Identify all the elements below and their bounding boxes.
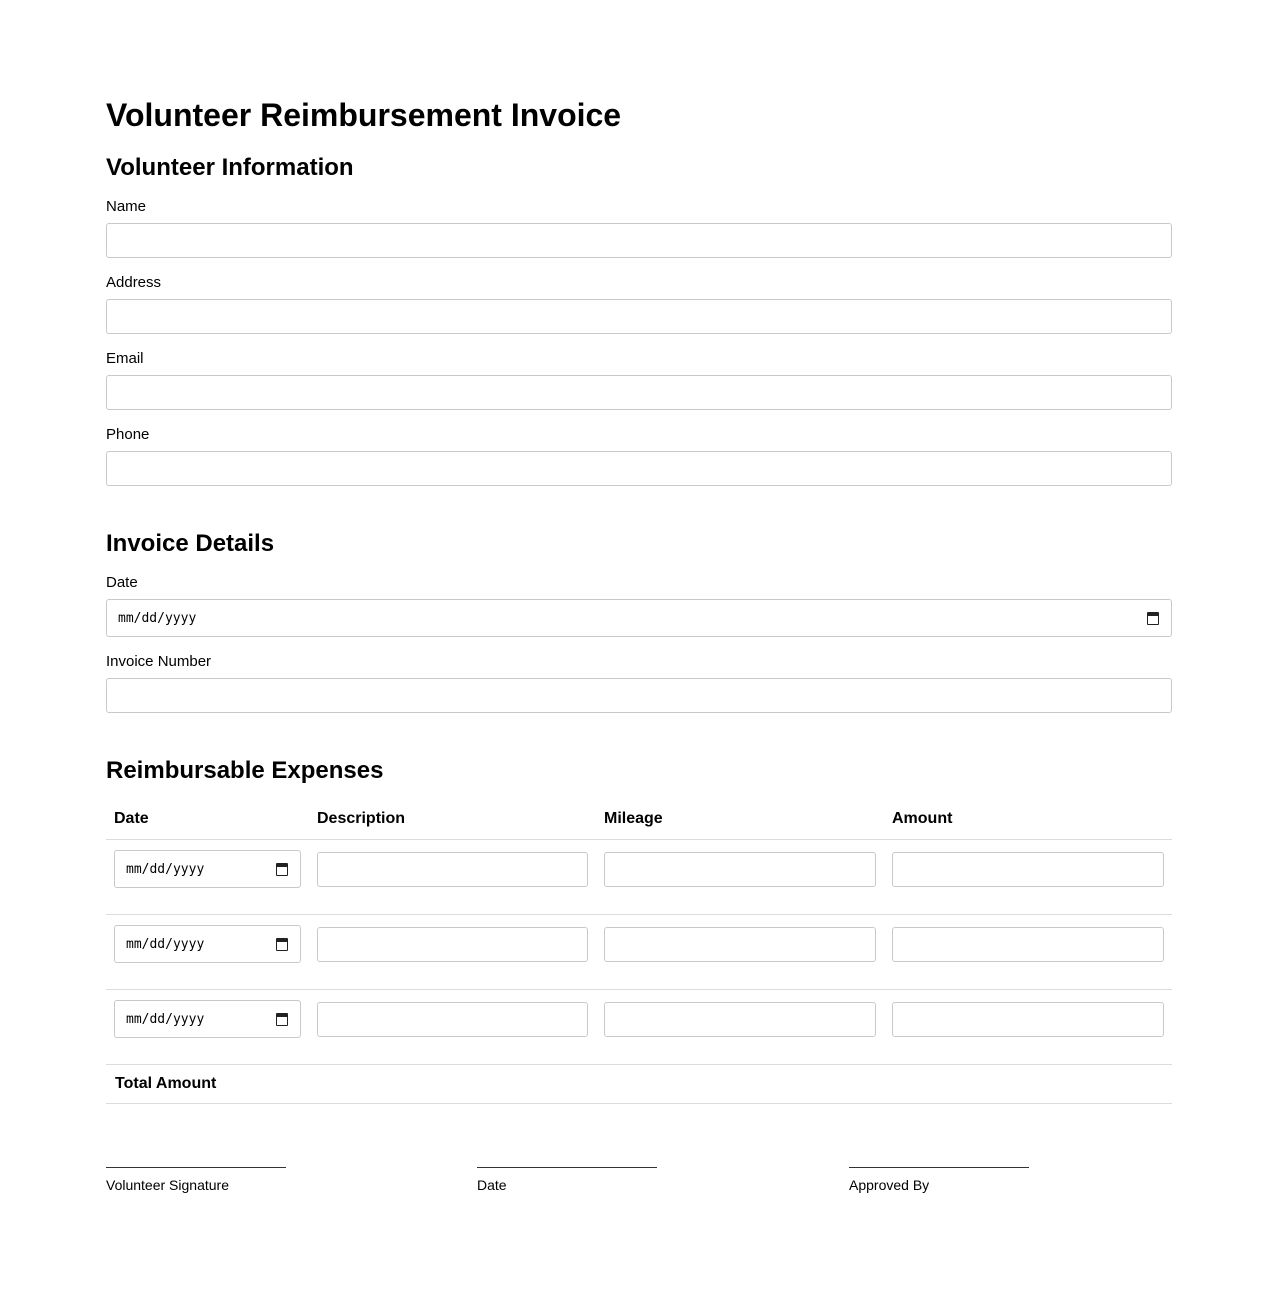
expense-date-input[interactable] <box>114 1000 301 1038</box>
expenses-heading: Reimbursable Expenses <box>106 757 384 784</box>
expense-amount-input[interactable] <box>892 1002 1164 1037</box>
expense-description-input[interactable] <box>317 927 588 962</box>
invoice-date-placeholder: mm/dd/yyyy <box>118 610 197 626</box>
address-label: Address <box>106 274 162 291</box>
approved-by-line <box>849 1167 1029 1168</box>
invoice-date-label: Date <box>106 574 138 591</box>
calendar-icon[interactable] <box>276 863 288 876</box>
expense-date-placeholder: mm/dd/yyyy <box>126 1011 205 1027</box>
total-amount-label: Total Amount <box>115 1075 217 1092</box>
column-header-amount: Amount <box>892 810 953 827</box>
signature-date-line <box>477 1167 657 1168</box>
email-input[interactable] <box>106 375 1172 410</box>
approved-by-label: Approved By <box>849 1177 930 1193</box>
invoice-details-heading: Invoice Details <box>106 530 275 557</box>
column-header-description: Description <box>317 810 406 827</box>
expense-date-input[interactable] <box>114 925 301 963</box>
column-header-date: Date <box>114 810 149 827</box>
calendar-icon[interactable] <box>276 938 288 951</box>
expense-mileage-input[interactable] <box>604 927 876 962</box>
volunteer-signature-line <box>106 1167 286 1168</box>
expense-mileage-input[interactable] <box>604 852 876 887</box>
page-title: Volunteer Reimbursement Invoice <box>106 97 622 133</box>
calendar-icon[interactable] <box>276 1013 288 1026</box>
expense-amount-input[interactable] <box>892 852 1164 887</box>
expense-date-input[interactable] <box>114 850 301 888</box>
table-divider <box>106 1064 1172 1065</box>
expense-date-placeholder: mm/dd/yyyy <box>126 861 205 877</box>
table-divider <box>106 989 1172 990</box>
calendar-icon[interactable] <box>1147 612 1159 625</box>
email-label: Email <box>106 350 144 367</box>
volunteer-info-heading: Volunteer Information <box>106 154 354 181</box>
phone-input[interactable] <box>106 451 1172 486</box>
table-divider <box>106 1103 1172 1104</box>
address-input[interactable] <box>106 299 1172 334</box>
table-divider <box>106 914 1172 915</box>
invoice-number-input[interactable] <box>106 678 1172 713</box>
phone-label: Phone <box>106 426 150 443</box>
invoice-date-input[interactable] <box>106 599 1172 637</box>
column-header-mileage: Mileage <box>604 810 663 827</box>
expense-mileage-input[interactable] <box>604 1002 876 1037</box>
expense-description-input[interactable] <box>317 852 588 887</box>
expense-description-input[interactable] <box>317 1002 588 1037</box>
name-label: Name <box>106 198 147 215</box>
expense-amount-input[interactable] <box>892 927 1164 962</box>
table-divider <box>106 839 1172 840</box>
invoice-number-label: Invoice Number <box>106 653 212 670</box>
signature-date-label: Date <box>477 1177 507 1193</box>
name-input[interactable] <box>106 223 1172 258</box>
volunteer-signature-label: Volunteer Signature <box>106 1177 229 1193</box>
expense-date-placeholder: mm/dd/yyyy <box>126 936 205 952</box>
